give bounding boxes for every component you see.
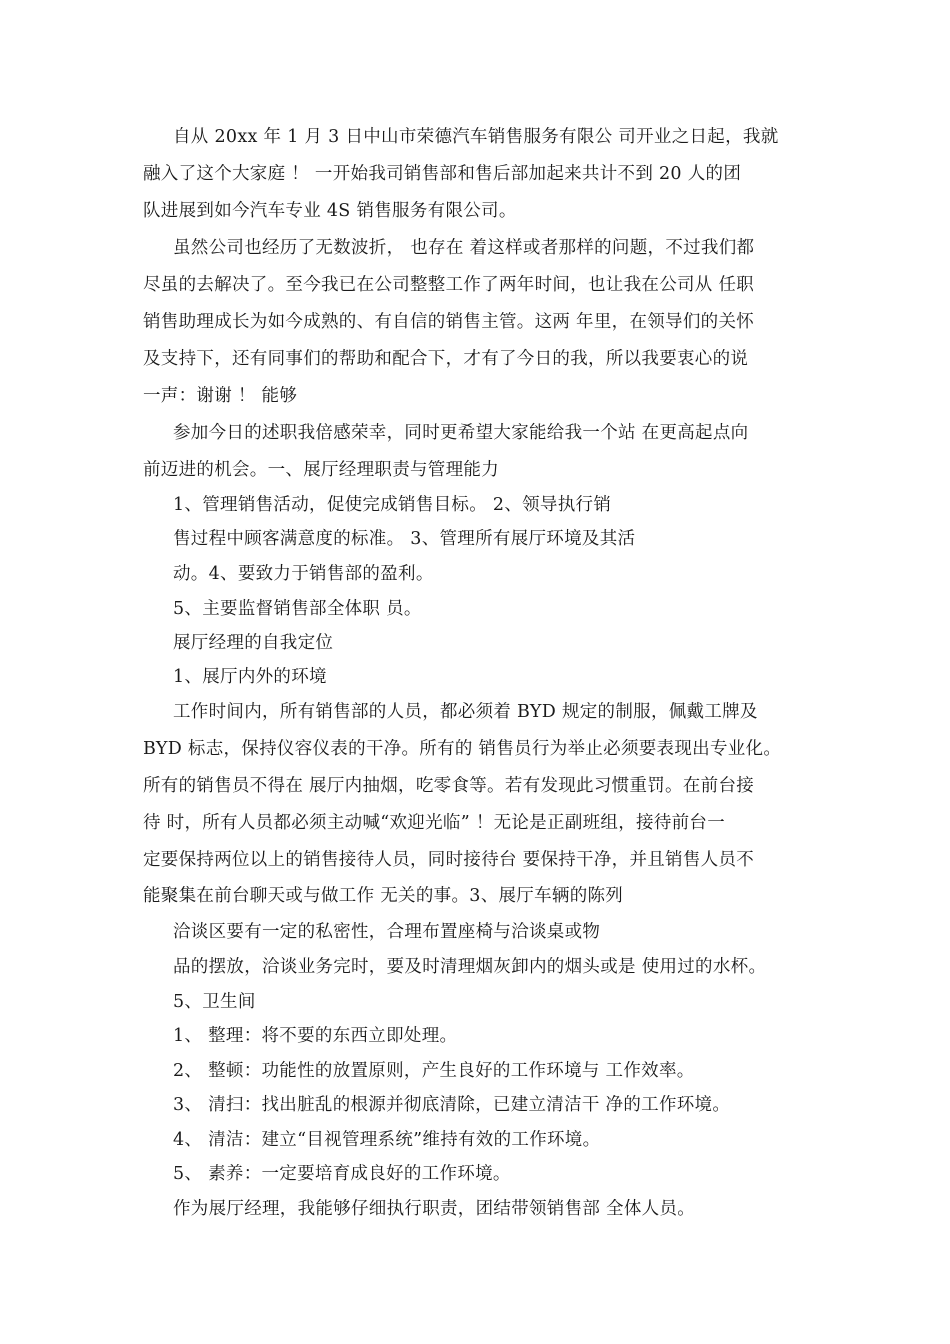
text-line: 及支持下，还有同事们的帮助和配合下，才有了今日的我，所以我要衷心的说 xyxy=(143,349,749,369)
text-line: BYD 标志，保持仪容仪表的干净。所有的 销售员行为举止必须要表现出专业化。 xyxy=(143,739,782,759)
text-line: 作为展厅经理，我能够仔细执行职责，团结带领销售部 全体人员。 xyxy=(173,1199,696,1219)
text-line: 1、管理销售活动，促使完成销售目标。 2、领导执行销 xyxy=(173,495,612,515)
text-line: 售过程中顾客满意度的标准。 3、管理所有展厅环境及其活 xyxy=(173,529,636,549)
text-line: 所有的销售员不得在 展厅内抽烟，吃零食等。若有发现此习惯重罚。在前台接 xyxy=(143,776,755,796)
text-line: 定要保持两位以上的销售接待人员，同时接待台 要保持干净，并且销售人员不 xyxy=(143,850,755,870)
section-heading: 展厅经理的自我定位 xyxy=(173,633,334,653)
text-line: 动。4、要致力于销售部的盈利。 xyxy=(173,564,434,584)
list-item: 3、 清扫：找出脏乱的根源并彻底清除，已建立清洁干 净的工作环境。 xyxy=(173,1095,731,1115)
text-line: 待 时，所有人员都必须主动喊“欢迎光临” ！无论是正副班组，接待前台一 xyxy=(143,813,726,833)
list-item: 2、 整顿：功能性的放置原则，产生良好的工作环境与 工作效率。 xyxy=(173,1061,695,1081)
text-line: 能聚集在前台聊天或与做工作 无关的事。3、展厅车辆的陈列 xyxy=(143,886,624,906)
text-line: 销售助理成长为如今成熟的、有自信的销售主管。这两 年里，在领导们的关怀 xyxy=(143,312,755,332)
text-line: 融入了这个大家庭 ！ 一开始我司销售部和售后部加起来共计不到 20 人的团 xyxy=(143,164,742,184)
text-line: 品的摆放，洽谈业务完时，要及时清理烟灰卸内的烟头或是 使用过的水杯。 xyxy=(173,957,767,977)
text-line: 洽谈区要有一定的私密性，合理布置座椅与洽谈桌或物 xyxy=(173,922,601,942)
text-line: 工作时间内，所有销售部的人员，都必须着 BYD 规定的制服，佩戴工牌及 xyxy=(173,702,758,722)
text-line: 自从 20xx 年 1 月 3 日中山市荣德汽车销售服务有限公 司开业之日起，我就 xyxy=(173,127,779,147)
section-heading: 1、展厅内外的环境 xyxy=(173,667,327,687)
list-item: 1、 整理：将不要的东西立即处理。 xyxy=(173,1026,458,1046)
list-item: 5、 素养：一定要培育成良好的工作环境。 xyxy=(173,1164,511,1184)
text-line: 5、主要监督销售部全体职 员。 xyxy=(173,599,422,619)
text-line: 前迈进的机会。一、展厅经理职责与管理能力 xyxy=(143,460,499,480)
list-item: 4、 清洁：建立“目视管理系统”维持有效的工作环境。 xyxy=(173,1130,601,1150)
text-line: 队进展到如今汽车专业 4S 销售服务有限公司。 xyxy=(143,201,517,221)
section-heading: 5、卫生间 xyxy=(173,992,256,1012)
text-line: 尽虽的去解决了。至今我已在公司整整工作了两年时间，也让我在公司从 任职 xyxy=(143,275,755,295)
text-line: 一声：谢谢 ！ 能够 xyxy=(143,386,298,406)
text-line: 虽然公司也经历了无数波折， 也存在 着这样或者那样的问题，不过我们都 xyxy=(173,238,755,258)
text-line: 参加今日的述职我倍感荣幸，同时更希望大家能给我一个站 在更高起点向 xyxy=(173,423,749,443)
